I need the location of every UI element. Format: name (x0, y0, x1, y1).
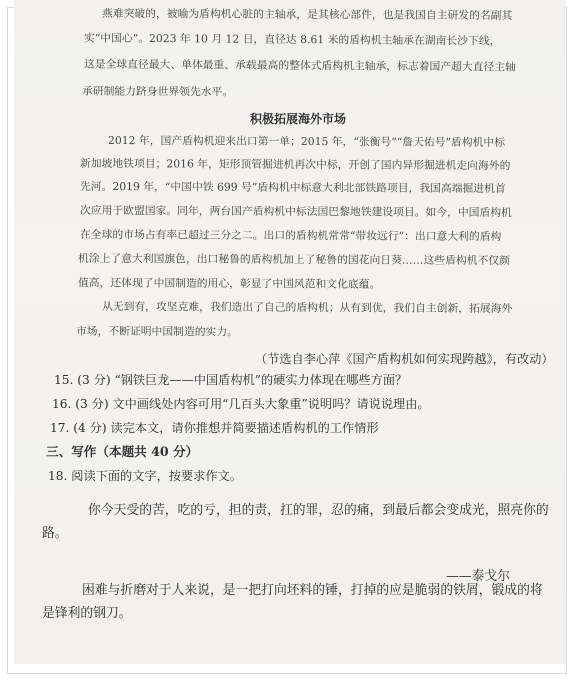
quote-1-line-2: 路。 (42, 526, 68, 541)
passage-line: 燕难突破的，被喻为盾构机心脏的主轴承，是其核心部件，也是我国自主研发的名副其 (101, 6, 513, 23)
source-citation: （节选自李心萍《国产盾构机如何实现跨越》，有改动） (255, 352, 554, 366)
exam-paper (14, 0, 566, 664)
passage-line: 2012 年，国产盾构机迎来出口第一单；2015 年，“张衡号”“詹天佑号”盾构机中标 (107, 133, 506, 150)
quote-2-line-1: 困难与折磨对于人来说，是一把打向坯料的锤，打掉的应是脆弱的铁屑，锻成的将 (82, 583, 543, 598)
passage-line: 从无到有，攻坚克难，我们造出了自己的盾构机；从有到优，我们自主创新，拓展海外 (101, 299, 513, 316)
passage-line: 新加坡地铁项目；2016 年，矩形顶管掘进机再次中标，开创了国内异形掘进机走向海外的 (79, 156, 511, 173)
question-17: 17. (4 分) 读完本文，请你推想并简要描述盾构机的工作情形 (50, 421, 379, 435)
passage-line: 实“中国心”。2023 年 10 月 12 日，直径达 8.61 米的盾构机主轴承在湖南长沙下线， (83, 31, 501, 48)
passage-line: 市场，不断证明中国制造的实力。 (75, 324, 238, 339)
passage-line: 先河。2019 年，“中国中铁 699 号”盾构机中标意大利北部铁路项目，我国高端掘进机首 (79, 179, 506, 196)
writing-prompt: 18. 阅读下面的文字，按要求作文。 (48, 469, 242, 483)
section-heading: 积极拓展海外市场 (250, 112, 347, 126)
question-15: 15. (3 分) “钢铁巨龙——中国盾构机”的硬实力体现在哪些方面？ (54, 373, 408, 387)
writing-heading: 三、写作（本题共 40 分） (46, 444, 199, 459)
quote-attribution: ——泰戈尔 (446, 569, 510, 584)
question-16: 16. (3 分) 文中画线处内容可用“几百头大象重”说明吗？请说说理由。 (52, 397, 430, 411)
passage-line: 次应用于欧盟国家。同年，两台国产盾构机中标法国巴黎地铁建设项目。如今，中国盾构机 (79, 203, 512, 220)
passage-line: 值高，还体现了中国制造的用心，彰显了中国风范和文化底蕴。 (77, 276, 381, 291)
passage-line: 机涂上了意大利国旗色，出口秘鲁的盾构机加上了秘鲁的国花向日葵……这些盾构机不仅颜 (77, 251, 510, 268)
quote-1-line-1: 你今天受的苦，吃的亏，担的责，扛的罪，忍的痛，到最后都会变成光，照亮你的 (88, 503, 549, 518)
passage-line: 这是全球直径最大、单体最重、承载最高的整体式盾构机主轴承，标志着国产超大直径主轴 (83, 57, 516, 74)
passage-line: 承研制能力跻身世界领先水平。 (81, 84, 234, 99)
passage-line: 在全球的市场占有率已超过三分之二。出口的盾构机常常“带妆远行”：出口意大利的盾构 (79, 227, 502, 244)
quote-2-line-2: 是锋利的钢刀。 (42, 606, 132, 621)
